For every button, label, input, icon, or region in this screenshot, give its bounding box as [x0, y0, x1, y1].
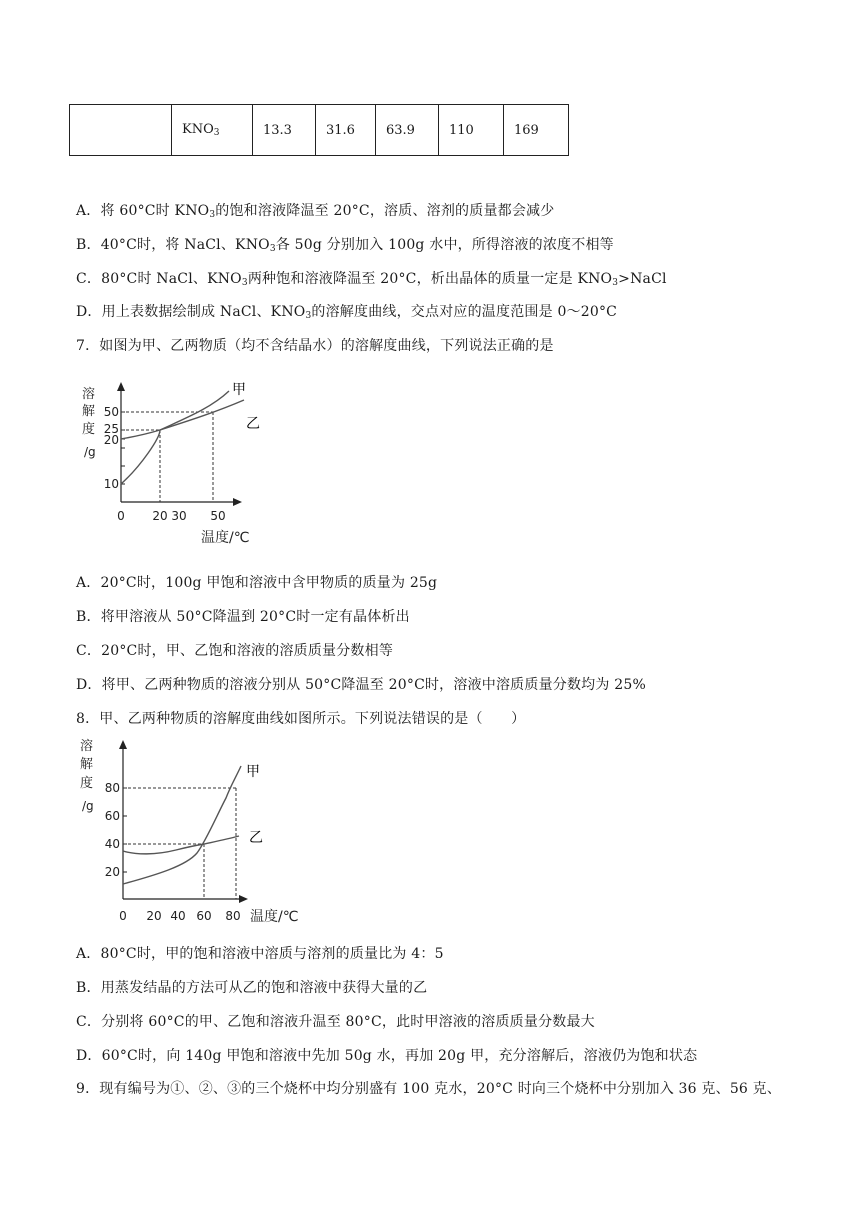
q7-option-c: C．20°C时，甲、乙饱和溶液的溶质质量分数相等: [76, 643, 394, 659]
x-tick-label: 20: [152, 509, 168, 523]
x-tick-label: 60: [196, 909, 212, 923]
series-label-jia: 甲: [232, 382, 246, 398]
x-tick-label: 80: [225, 909, 241, 923]
q8-option-d: D．60°C时，向 140g 甲饱和溶液中先加 50g 水，再加 20g 甲，充分溶解后，溶液仍为饱和状态: [76, 1048, 698, 1064]
q6-option-b: B．40°C时，将 NaCl、$KNO_3$各 50g 分别加入 100g 水中，所得溶液的浓度不相等: [76, 237, 614, 254]
y-axis-arrow: [117, 382, 125, 391]
q8-option-c: C．分别将 60°C的甲、乙饱和溶液升温至 80°C，此时甲溶液的溶质质量分数最大: [76, 1014, 595, 1030]
table-cell-blank: [70, 105, 172, 156]
q7-option-d: D．将甲、乙两种物质的溶液分别从 50°C降温至 20°C时，溶液中溶质质量分数均为 25%: [76, 677, 646, 693]
series-label-jia: 甲: [246, 764, 260, 780]
x-tick-label: 0: [117, 509, 125, 523]
series-label-yi: 乙: [246, 416, 260, 432]
x-tick-label: 20: [146, 909, 162, 923]
y-tick-label: 50: [103, 405, 119, 419]
q7-option-a: A．20°C时，100g 甲饱和溶液中含甲物质的质量为 25g: [76, 575, 438, 591]
y-tick-label: 20: [103, 433, 119, 447]
x-tick-label: 0: [119, 909, 127, 923]
table-cell-value: 110: [439, 105, 504, 156]
table-row: [70, 105, 569, 156]
q7-solubility-chart: [76, 378, 276, 548]
solubility-table-fragment: [69, 104, 569, 156]
y-tick-label: 20: [104, 865, 120, 879]
table-cell-value: 31.6: [316, 105, 376, 156]
y-axis-arrow: [119, 740, 127, 749]
series-label-yi: 乙: [249, 830, 263, 846]
chart-ylabel: /g: [82, 799, 94, 813]
chart-ylabel: 解: [80, 757, 94, 772]
chart-ylabel: 解: [82, 404, 96, 419]
y-tick-label: 80: [104, 781, 120, 795]
q8-option-b: B．用蒸发结晶的方法可从乙的饱和溶液中获得大量的乙: [76, 980, 428, 996]
y-tick-label: 10: [103, 477, 119, 491]
x-axis-label: 温度/℃: [201, 530, 250, 546]
chart-ylabel: /g: [84, 445, 96, 459]
q6-option-d: D．用上表数据绘制成 NaCl、$KNO_3$的溶解度曲线，交点对应的温度范围是 0～20°C: [76, 304, 618, 321]
curve-yi: [123, 836, 239, 854]
table-cell-value: 13.3: [253, 105, 316, 156]
chart-ylabel: 溶: [82, 387, 96, 402]
q8-option-a: A．80°C时，甲的饱和溶液中溶质与溶剂的质量比为 4：5: [76, 946, 444, 962]
x-tick-label: 30: [171, 509, 187, 523]
q6-option-c: C．80°C时 NaCl、$KNO_3$两种饱和溶液降温至 20°C，析出晶体的质量一定是 $KNO_3>NaCl$: [76, 271, 667, 288]
table-cell-value: 169: [504, 105, 569, 156]
chart-ylabel: 溶: [80, 739, 94, 754]
y-tick-label: 25: [103, 422, 119, 436]
q8-solubility-chart: [76, 733, 306, 928]
x-axis-label: 温度/℃: [250, 909, 299, 925]
y-tick-label: 60: [104, 809, 120, 823]
chart-ylabel: 度: [80, 776, 94, 791]
q7-stem: 7．如图为甲、乙两物质（均不含结晶水）的溶解度曲线，下列说法正确的是: [76, 338, 554, 354]
x-axis-arrow: [233, 498, 242, 506]
x-tick-label: 40: [170, 909, 186, 923]
q8-stem: 8．甲、乙两种物质的溶解度曲线如图所示。下列说法错误的是（ ）: [76, 711, 526, 727]
curve-jia: [123, 766, 241, 884]
chart-ylabel: 度: [82, 422, 96, 437]
q9-stem: 9．现有编号为①、②、③的三个烧杯中均分别盛有 100 克水，20°C 时向三个烧杯中分别加入 36 克、56 克、: [76, 1081, 782, 1097]
table-cell-value: 63.9: [376, 105, 439, 156]
q7-option-b: B．将甲溶液从 50°C降温到 20°C时一定有晶体析出: [76, 609, 410, 625]
table-cell-substance: $KNO_3$: [172, 105, 253, 156]
q6-option-a: A．将 60°C时 $KNO_3$的饱和溶液降温至 20°C，溶质、溶剂的质量都会减少: [76, 203, 555, 220]
x-tick-label: 50: [210, 509, 226, 523]
x-axis-arrow: [239, 895, 248, 903]
y-tick-label: 40: [104, 837, 120, 851]
